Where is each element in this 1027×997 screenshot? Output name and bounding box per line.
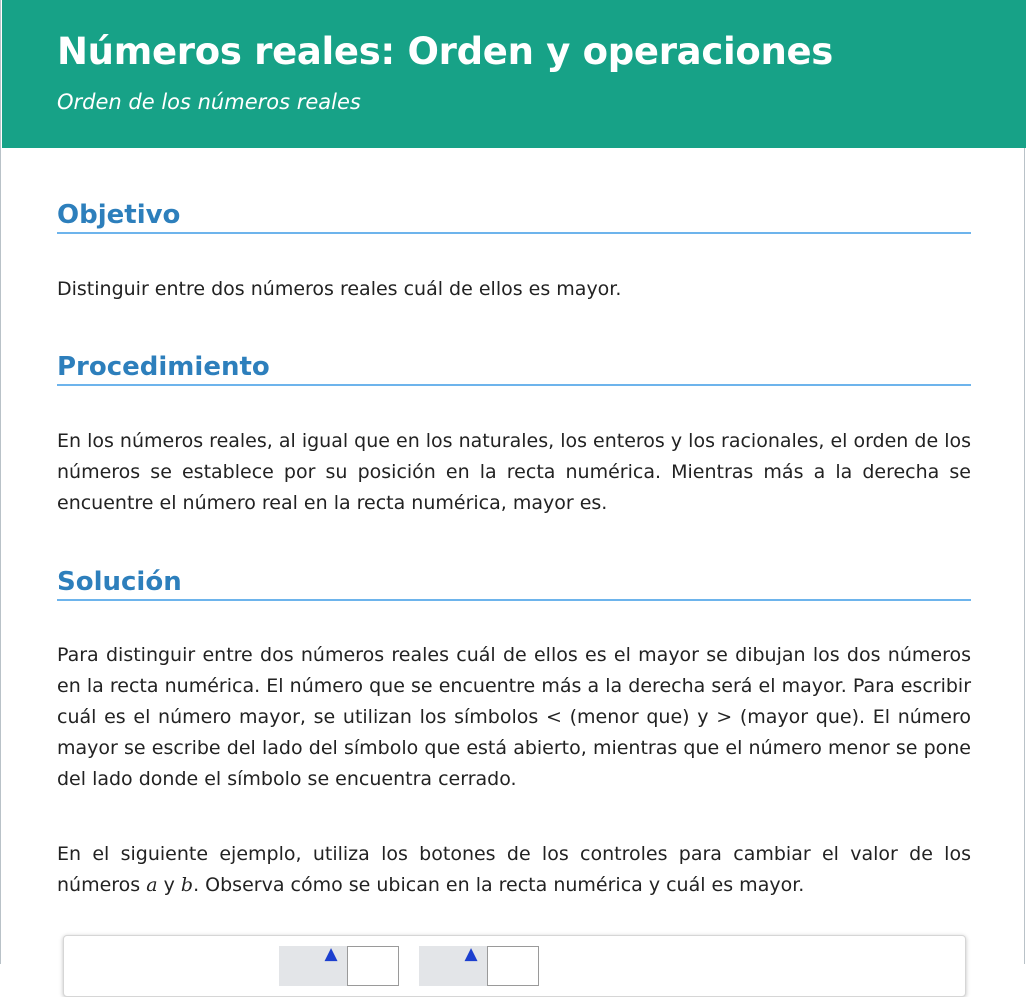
stepper-b-increment-button[interactable]: [455, 946, 487, 986]
stepper-a: [279, 946, 401, 986]
number-line-widget: [63, 935, 966, 997]
page-title: Números reales: Orden y operaciones: [57, 30, 834, 73]
stepper-a-decrement-button[interactable]: [279, 946, 315, 986]
arrow-up-icon: ▲: [464, 944, 478, 964]
section-title-solucion: Solución: [57, 567, 971, 601]
stepper-b-decrement-button[interactable]: [419, 946, 455, 986]
stepper-b-input[interactable]: [487, 946, 539, 986]
stepper-a-input[interactable]: [347, 946, 399, 986]
objetivo-text: Distinguir entre dos números reales cuál de ellos es mayor.: [57, 278, 622, 300]
less-than-symbol: <: [545, 706, 562, 728]
greater-than-symbol: >: [716, 706, 733, 728]
page-header: [2, 0, 1026, 148]
solucion-paragraph-1: Para distinguir entre dos números reales cuál de ellos es el mayor se dibujan los dos números en la recta numérica. El número que se encuentre más a la derecha será el mayor. Para escribir cuál es el número mayor, se utilizan los símbolos < (menor que) y > (mayor que). El número mayor se escribe del lado del símbolo que está abierto, mientras que el número menor se pone del lado donde el símbolo se encuentra cerrado.: [57, 644, 971, 790]
solucion-paragraph-2: En el siguiente ejemplo, utiliza los botones de los controles para cambiar el valor de los números a y b. Observa cómo se ubican en la recta numérica y cuál es mayor.: [57, 843, 971, 896]
variable-a: a: [146, 874, 158, 896]
section-title-procedimiento: Procedimiento: [57, 352, 971, 386]
arrow-up-icon: ▲: [324, 944, 338, 964]
procedimiento-text: En los números reales, al igual que en los naturales, los enteros y los racionales, el orden de los números se establece por su posición en la recta numérica. Mientras más a la derecha se encuentre el número real en la recta numérica, mayor es.: [57, 430, 971, 514]
page-subtitle: Orden de los números reales: [57, 90, 361, 114]
section-title-objetivo: Objetivo: [57, 200, 971, 234]
stepper-b: [419, 946, 541, 986]
stepper-a-increment-button[interactable]: [315, 946, 347, 986]
variable-b: b: [180, 874, 194, 896]
